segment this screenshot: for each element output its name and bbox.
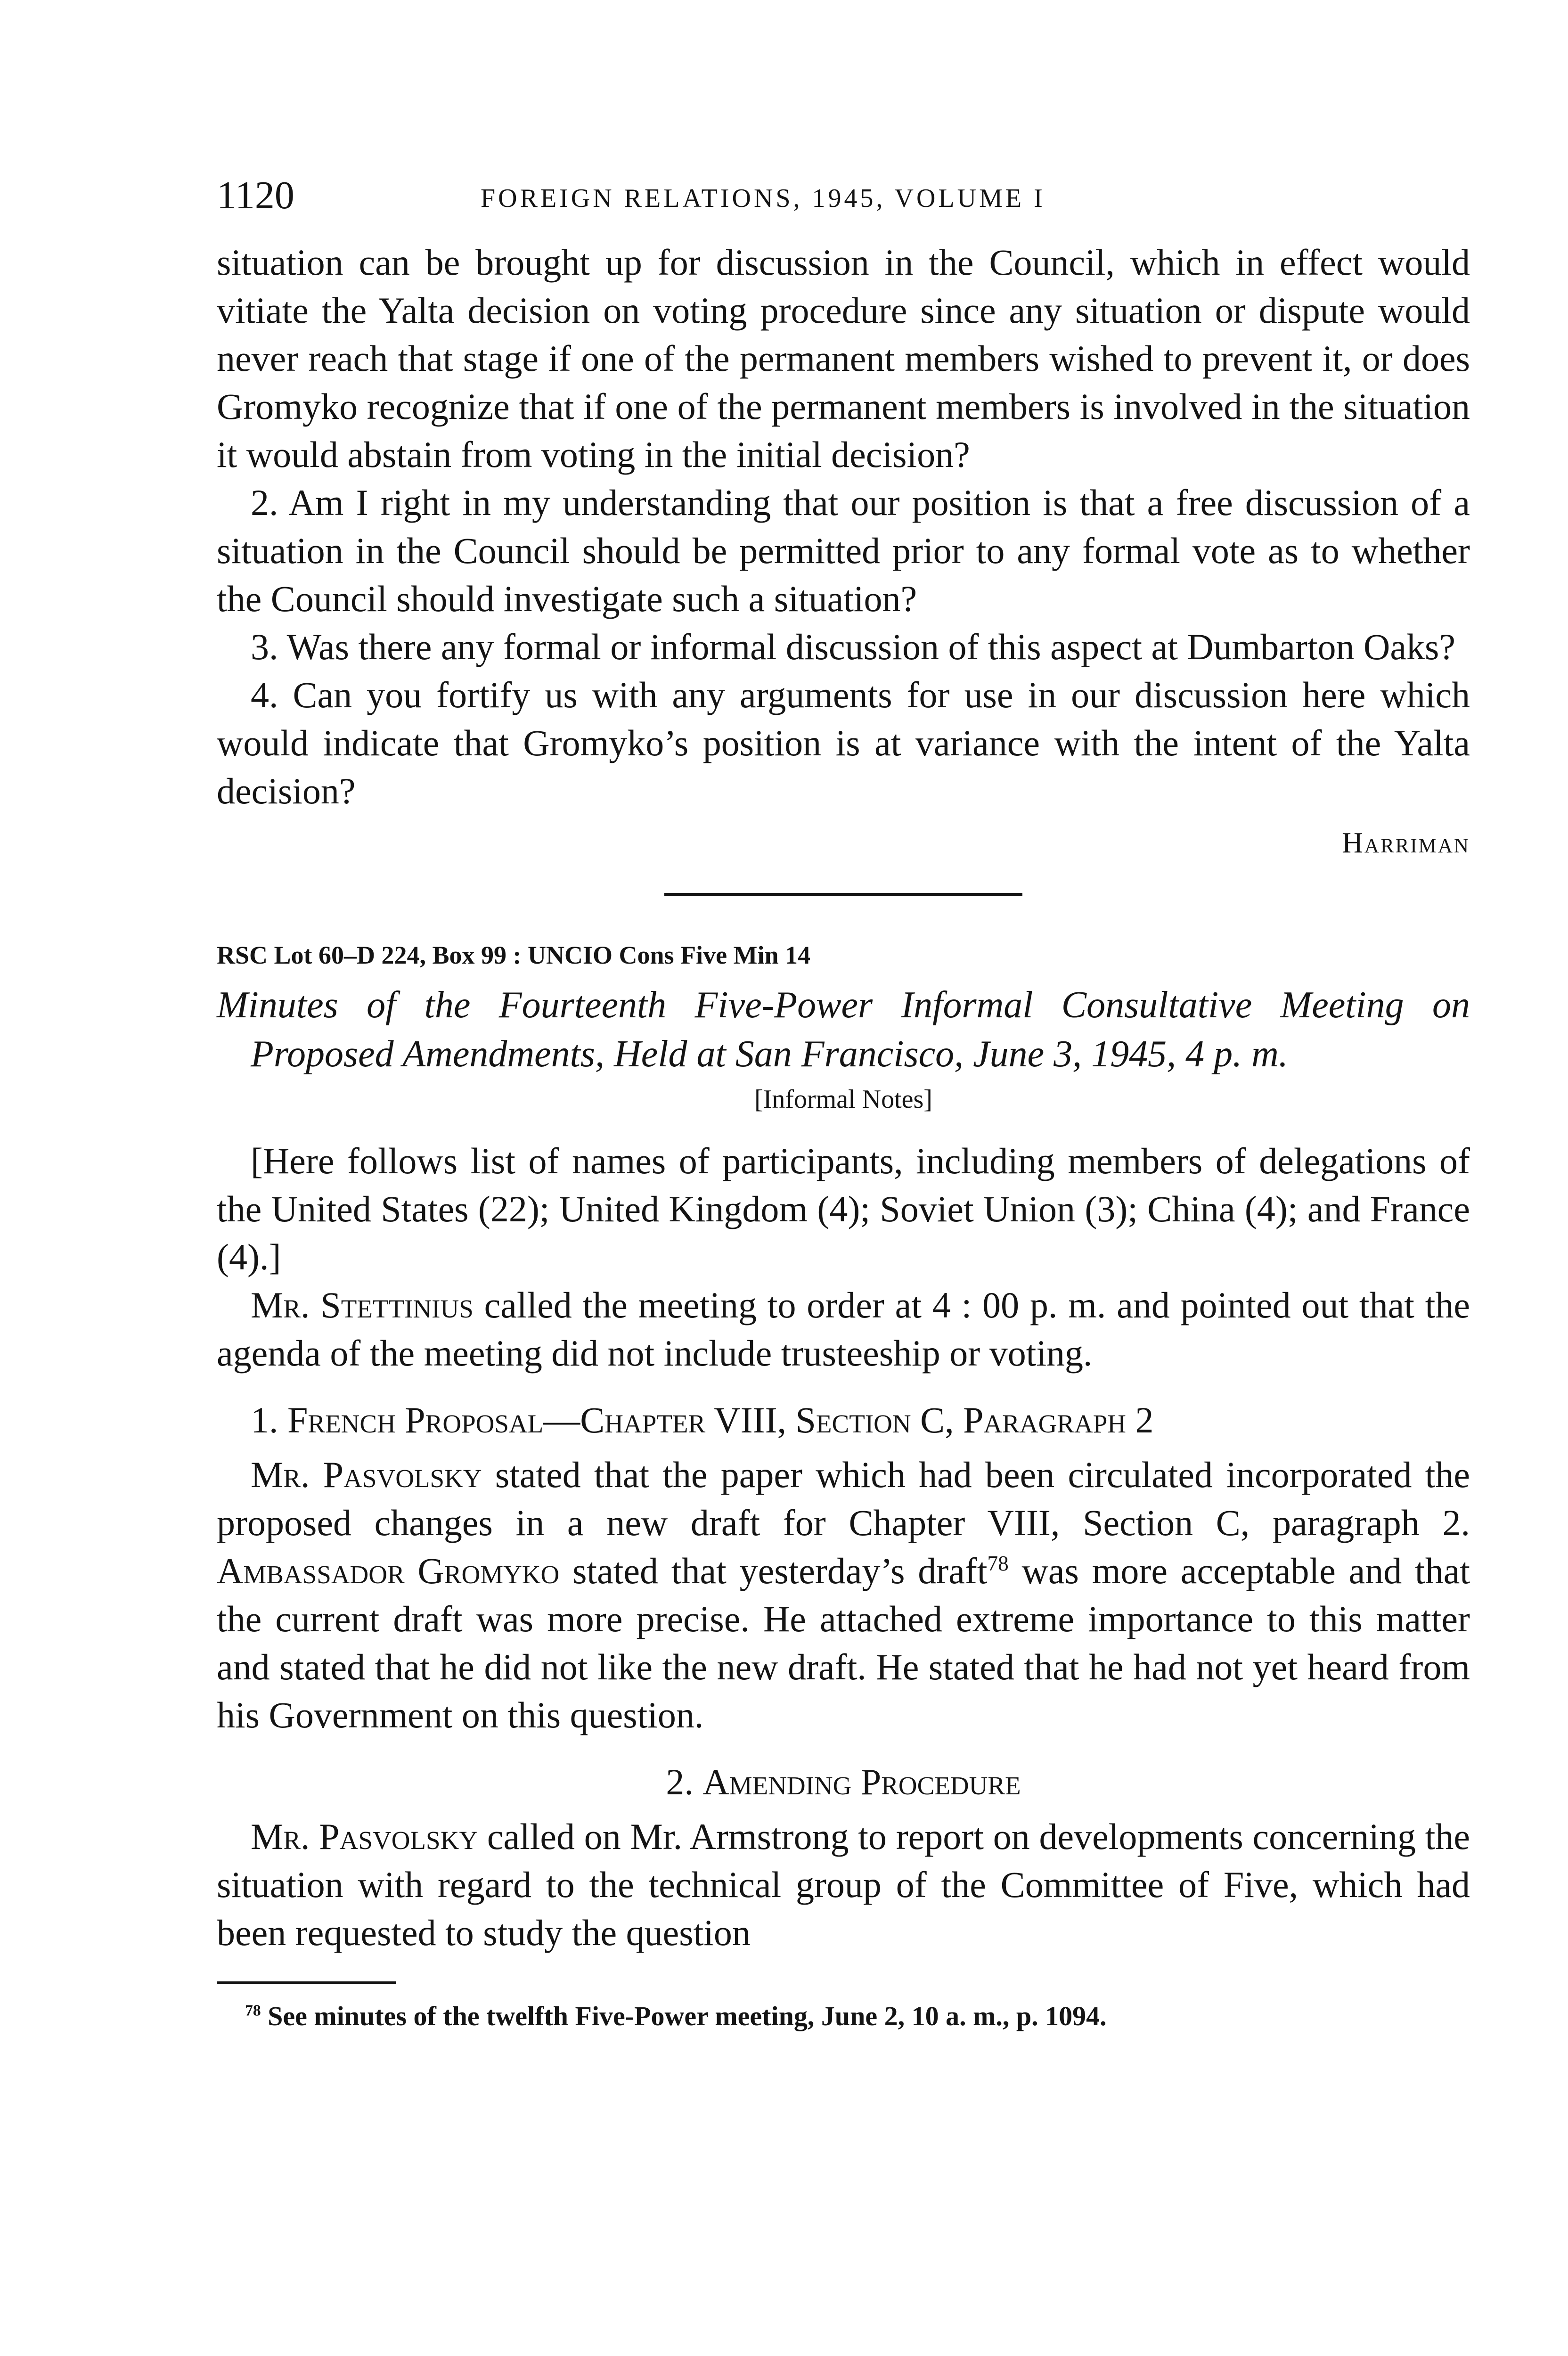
section-number: 1. (251, 1399, 278, 1440)
section-divider (664, 893, 1022, 896)
section-title: Amending Procedure (702, 1761, 1021, 1802)
signature: Harriman (1342, 827, 1470, 859)
document-page (217, 170, 1470, 2035)
section-number: 2. (666, 1761, 694, 1802)
letter-paragraph-4: 4. Can you fortify us with any arguments for use in our discussion here which would indicate that Gromyko’s position is at variance with the intent of the Yalta decision? (217, 674, 1470, 811)
speaker-name: Ambassador Gromyko (217, 1550, 560, 1591)
section-heading-2 (217, 1758, 1470, 1806)
footnote-divider (217, 1981, 396, 1984)
speaker-name: Mr. Pasvolsky (251, 1454, 482, 1495)
page-header (217, 170, 1470, 221)
informal-notes-label: [Informal Notes] (754, 1085, 932, 1114)
section-heading-1 (217, 1396, 1470, 1444)
section-1-paragraph (217, 1451, 1470, 1739)
section-2-text: called on Mr. Armstrong to report on developments concerning the situation with regard to the technical group of the Committee of Five, which had been requested to study the question (217, 1816, 1470, 1953)
source-citation: RSC Lot 60–D 224, Box 99 : UNCIO Cons Five Min 14 (217, 941, 811, 969)
running-title: FOREIGN RELATIONS, 1945, VOLUME I (481, 184, 1045, 213)
participants-note: [Here follows list of names of participants, including members of delegations of the United States (22); United Kingdom (4); Soviet Union (3); China (4); and France (4).] (217, 1140, 1470, 1277)
letter-paragraph-2: 2. Am I right in my understanding that our position is that a free discussion of a situation in the Council should be permitted prior to any formal vote as to whether the Council should investigate such a situation? (217, 482, 1470, 619)
footnote-reference[interactable]: 78 (987, 1552, 1009, 1575)
footnote-marker: 78 (245, 2002, 261, 2020)
letter-paragraph-1: situation can be brought up for discussion in the Council, which in effect would vitiate the Yalta decision on voting procedure since any situation or dispute would never reach that stage if one of the permanent members wished to prevent it, or does Gromyko recognize that if one of the permanent members is involved in the situation it would abstain from voting in the initial decision? (217, 242, 1470, 475)
speaker-name: Mr. Stettinius (251, 1284, 474, 1325)
letter-paragraph-3: 3. Was there any formal or informal discussion of this aspect at Dumbarton Oaks? (251, 626, 1455, 667)
opening-paragraph (217, 1281, 1470, 1377)
section-1-text-2b: was more acceptable and that the current draft was more precise. He attached extreme importance to this matter and stated that he did not like the new draft. He stated that he had not yet heard from his Government on this question. (217, 1550, 1470, 1735)
section-2-paragraph (217, 1813, 1470, 1957)
section-1-text-1: stated that the paper which had been circulated incorporated the proposed changes in a new draft for Chapter VIII, Section C, paragraph 2. (217, 1454, 1470, 1543)
section-title: French Proposal—Chapter VIII, Section C, Paragraph 2 (287, 1399, 1154, 1440)
footnote (217, 1998, 1470, 2035)
page-number: 1120 (217, 173, 294, 217)
speaker-name: Mr. Pasvolsky (251, 1816, 478, 1857)
footnote-text: See minutes of the twelfth Five-Power meeting, June 2, 10 a. m., p. 1094. (268, 2001, 1107, 2031)
opening-text: called the meeting to order at 4 : 00 p. m. and pointed out that the agenda of the meeting did not include trusteeship or voting. (217, 1284, 1470, 1374)
document-title: Minutes of the Fourteenth Five-Power Informal Consultative Meeting on Proposed Amendments, Held at San Francisco, June 3, 1945, 4 p. m. (217, 984, 1470, 1075)
section-1-text-2a: stated that yesterday’s draft (572, 1550, 988, 1591)
